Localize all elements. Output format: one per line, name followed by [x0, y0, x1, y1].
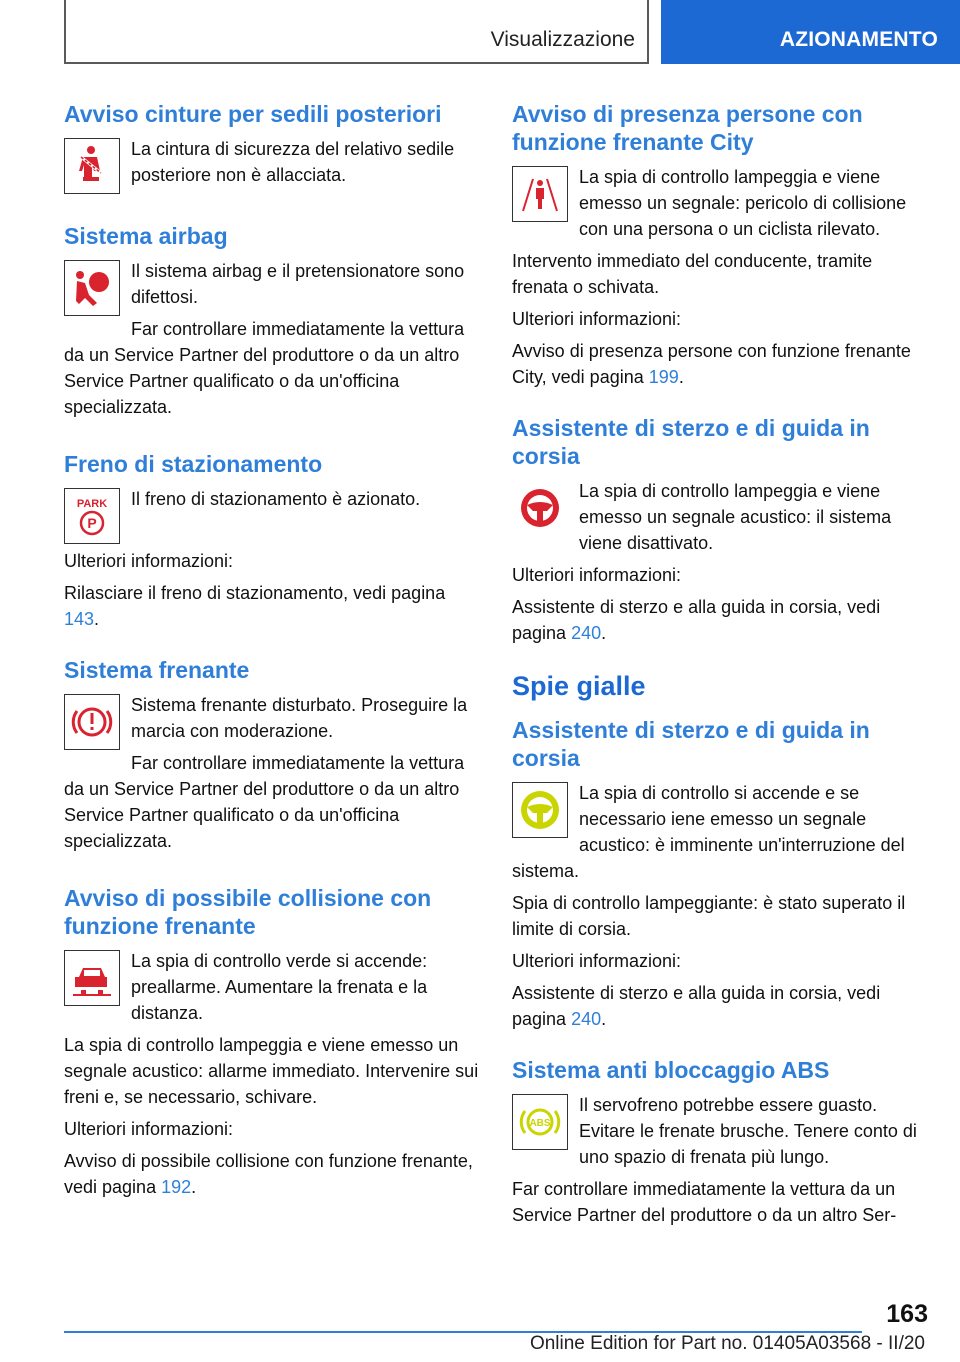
section-text-1: Sistema frenante disturbato. Proseguire la marcia con moderazione. — [131, 695, 468, 741]
header-section-title: Visualizzazione — [490, 28, 635, 51]
section-title: Sistema airbag — [64, 223, 228, 249]
section-title: Sistema anti bloccaggio ABS — [512, 1057, 830, 1083]
page-number: 163 — [886, 1300, 928, 1328]
seatbelt-warning-icon — [64, 138, 120, 194]
car-collision-icon — [64, 950, 120, 1006]
park-brake-icon — [64, 488, 120, 544]
section-text-4: Avviso di possibile collisione con funzione frenante, vedi pagina 192. — [64, 1151, 473, 1197]
chapter-heading: Spie gialle — [512, 671, 646, 701]
page-link[interactable]: 199 — [648, 367, 679, 387]
steering-wheel-red-icon — [512, 480, 568, 536]
section-text-4: Avviso di presenza persone con funzione frenante City, vedi pagina 199. — [512, 341, 911, 387]
abs-warning-icon — [512, 1094, 568, 1150]
section-title: Avviso di presenza persone con funzione frenante City — [512, 101, 863, 155]
pedestrian-warning-icon — [512, 166, 568, 222]
section-text-1: La spia di controllo si accende e se necessario iene emesso un segnale acustico: è imminente un'interruzione del sistema. — [512, 783, 905, 881]
section-title: Avviso cinture per sedili posteriori — [64, 101, 442, 127]
section-text-2: Ulteriori informazioni: — [64, 551, 234, 571]
header-chapter-title: AZIONAMENTO — [779, 28, 938, 51]
section-text-2: Far controllare immediatamente la vettura da un Service Partner del produttore o da un altro Service Partner qualificato o da un'officina specializzata. — [64, 753, 465, 851]
section-rear-seatbelt — [64, 100, 482, 198]
svg-text:P: P — [87, 515, 97, 531]
section-text-1: Il servofreno potrebbe essere guasto. Evitare le frenate brusche. Tenere conto di uno spazio di frenata più lungo. — [579, 1095, 917, 1167]
section-text-2: La spia di controllo lampeggia e viene emesso un segnale acustico: allarme immediato. Intervenire sui freni e, se necessario, schivare. — [64, 1035, 479, 1107]
section-lane-assist-red — [512, 414, 930, 646]
section-text-2: Spia di controllo lampeggiante: è stato superato il limite di corsia. — [512, 893, 906, 939]
airbag-warning-icon — [64, 260, 120, 316]
section-lane-assist-yellow — [512, 716, 930, 1032]
section-text-2: Intervento immediato del conducente, tramite frenata o schivata. — [512, 251, 873, 297]
page-link[interactable]: 143 — [64, 609, 95, 629]
section-title: Assistente di sterzo e di guida in corsia — [512, 415, 870, 469]
section-text-1: Il freno di stazionamento è azionato. — [131, 489, 421, 509]
right-column — [512, 100, 930, 1252]
section-title: Sistema frenante — [64, 657, 250, 683]
section-text-3: Ulteriori informazioni: — [512, 951, 682, 971]
section-text-3: Ulteriori informazioni: — [64, 1119, 234, 1139]
section-text-2: Far controllare immediatamente la vettura da un Service Partner del produttore o da un altro Ser- — [512, 1179, 897, 1225]
left-column — [64, 100, 482, 1224]
svg-text:ABS: ABS — [529, 1118, 551, 1129]
section-text-3: Rilasciare il freno di stazionamento, vedi pagina 143. — [64, 583, 446, 629]
section-text-1: La spia di controllo lampeggia e viene emesso un segnale acustico: il sistema viene disattivato. — [579, 481, 892, 553]
section-collision-warning — [64, 884, 482, 1200]
section-title: Assistente di sterzo e di guida in corsia — [512, 717, 870, 771]
section-abs — [512, 1056, 930, 1228]
svg-text:PARK: PARK — [76, 498, 108, 510]
section-text-1: Il sistema airbag e il pretensionatore sono difettosi. — [131, 261, 465, 307]
section-text-2: Far controllare immediatamente la vettura da un Service Partner del produttore o da un altro Service Partner qualificato o da un'officina specializzata. — [64, 319, 465, 417]
section-text-4: Assistente di sterzo e alla guida in corsia, vedi pagina 240. — [512, 983, 881, 1029]
section-text-1: La spia di controllo lampeggia e viene emesso un segnale: pericolo di collisione con una persona o un ciclista rilevato. — [579, 167, 907, 239]
section-parking-brake — [64, 450, 482, 632]
steering-wheel-yellow-icon — [512, 782, 568, 838]
header-section-box — [64, 0, 649, 64]
page-link[interactable]: 192 — [161, 1177, 192, 1197]
brake-warning-icon — [64, 694, 120, 750]
section-text-3: Assistente di sterzo e alla guida in corsia, vedi pagina 240. — [512, 597, 881, 643]
page-link[interactable]: 240 — [571, 1009, 602, 1029]
section-title: Avviso di possibile collisione con funzione frenante — [64, 885, 432, 939]
section-text-3: Ulteriori informazioni: — [512, 309, 682, 329]
section-pedestrian-warning — [512, 100, 930, 390]
section-text-1: La spia di controllo verde si accende: preallarme. Aumentare la frenata e la distanza. — [131, 951, 428, 1023]
header-chapter-tab[interactable] — [661, 0, 960, 64]
footer-edition: Online Edition for Part no. 01405A03568 - II/20 — [529, 1333, 925, 1354]
section-airbag — [64, 222, 482, 426]
section-text-2: Ulteriori informazioni: — [512, 565, 682, 585]
section-text: La cintura di sicurezza del relativo sedile posteriore non è allacciata. — [131, 139, 455, 185]
section-brake-system — [64, 656, 482, 860]
section-title: Freno di stazionamento — [64, 451, 323, 477]
page-link[interactable]: 240 — [571, 623, 602, 643]
